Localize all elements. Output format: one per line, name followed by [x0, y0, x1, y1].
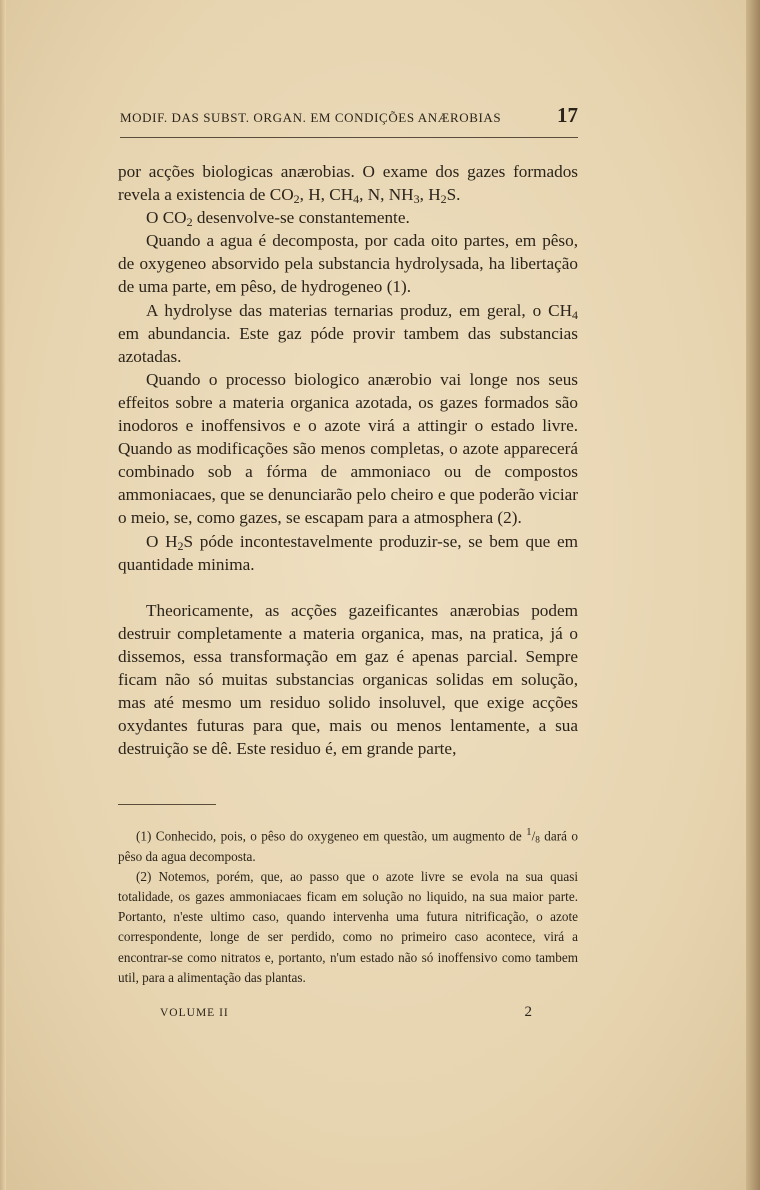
footnote-2: (2) Notemos, porém, que, ao passo que o azote livre se evola na sua quasi totalidade, os gazes ammoniacaes ficam em solução no liquido, na sua maior parte. Portanto, n'este ultimo caso, quando intervenha uma futura nitrificação, o azote correspondente, longe de ser perdido, como no primeiro caso acontece, virá a encontrar-se como nitratos e, portanto, n'um estado não só inoffensivo como tambem util, para a alimentação das plantas. — [118, 868, 578, 985]
paragraph-1: por acções biologicas anærobias. O exame dos gazes formados revela a existencia de $CO_2$, H, $CH_4$, N, $NH_3$, $H_2S$. — [118, 162, 578, 207]
running-title: MODIF. DAS SUBST. ORGAN. EM CONDIÇÕES ANÆROBIAS — [120, 110, 502, 125]
page-left-edge — [0, 0, 6, 1190]
paragraph-7: Theoricamente, as acções gazeificantes anærobias podem destruir completamente a materia organica, mas, na pratica, já o dissemos, essa transformação em gaz é apenas parcial. Sempre ficam não só muitas substancias organicas solidas em solução, mas até mesmo um residuo solido insoluvel, que exige acções oxydantes futuras para que, mais ou menos lentamente, a sua destruição se dê. Este residuo é, em grande parte, — [118, 600, 578, 759]
footnotes — [118, 822, 578, 988]
paragraph-2: O $CO_2$ desenvolve-se constantemente. — [146, 208, 410, 230]
footnote-1: (1) Conhecido, pois, o pêso do oxygeneo em questão, um augmento de $^1/_8$ dará o pêso da agua decomposta. — [118, 826, 578, 864]
signature-mark: 2 — [524, 1004, 532, 1020]
page-number: 17 — [557, 103, 578, 127]
body-text — [118, 160, 578, 760]
paragraph-5: Quando o processo biologico anærobio vai longe nos seus effeitos sobre a materia organica azotada, os gazes formados são inodoros e inoffensivos e o azote virá a attingir o estado livre. Quando as modificações são menos completas, o azote apparecerá combinado sob a fórma de ammoniaco ou de compostos ammoniacaes, que se denunciarão pelo cheiro e que poderão viciar o meio, se, como gazes, se escapam para a atmosphera (2). — [118, 369, 578, 528]
paragraph-3: Quando a agua é decomposta, por cada oito partes, em pêso, de oxygeneo absorvido pela substancia hydrolysada, ha libertação de uma parte, em pêso, de hydrogeneo (1). — [118, 231, 578, 297]
page-header — [120, 103, 578, 138]
paragraph-4: A hydrolyse das materias ternarias produz, em geral, o $CH_4$ em abundancia. Este gaz póde provir tambem das substancias azotadas. — [118, 300, 578, 366]
paragraph-6: O $H_2S$ póde incontestavelmente produzir-se, se bem que em quantidade minima. — [118, 531, 578, 574]
page-right-edge — [746, 0, 760, 1190]
page-footer — [160, 1004, 532, 1021]
footnote-rule — [118, 804, 216, 805]
volume-label: VOLUME II — [160, 1007, 229, 1019]
